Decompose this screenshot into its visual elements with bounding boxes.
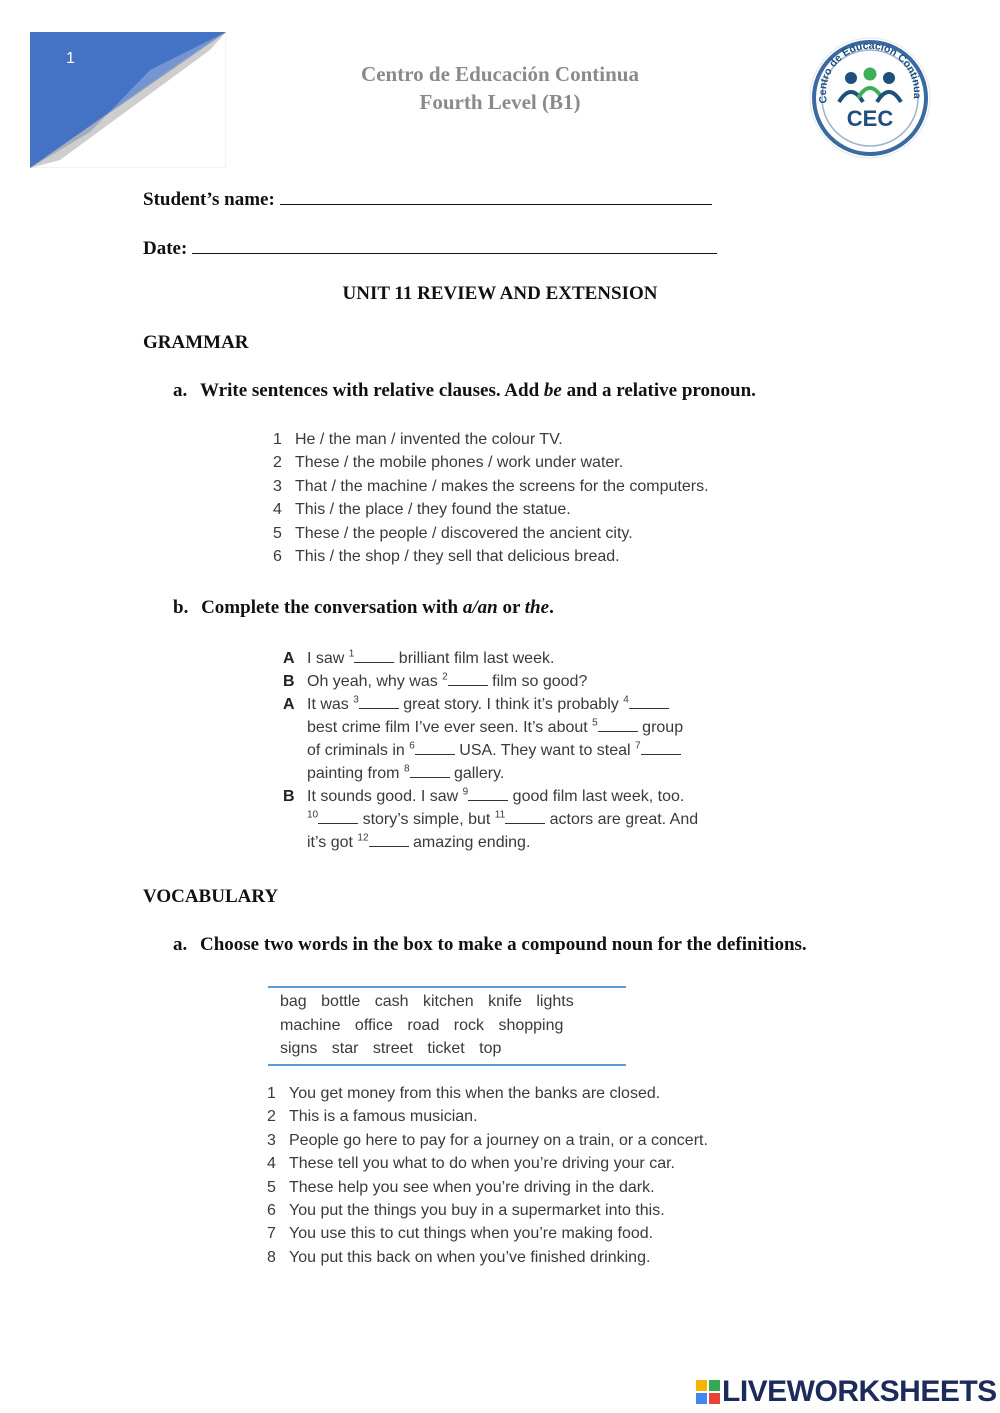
vocabulary-a-instruction xyxy=(173,934,807,956)
cec-logo xyxy=(808,36,932,160)
grammar-a-instruction xyxy=(173,380,756,402)
conversation xyxy=(283,647,743,854)
item-number: 4 xyxy=(273,501,282,519)
item-number: 5 xyxy=(273,524,282,542)
gap-number: 9 xyxy=(462,786,469,798)
institution-name: Centro de Educación Continua xyxy=(361,62,639,86)
list-item xyxy=(267,1176,708,1199)
instruction-text: Write sentences with relative clauses. Add xyxy=(200,380,544,401)
list-item xyxy=(267,1152,708,1175)
conversation-line xyxy=(283,762,743,785)
conversation-text: amazing ending. xyxy=(408,834,531,851)
list-item xyxy=(273,428,709,451)
instruction-text: Complete the conversation with xyxy=(201,597,463,618)
conversation-text: Oh yeah, why was xyxy=(307,673,443,690)
gap-number: 4 xyxy=(623,694,629,706)
conversation-text: group xyxy=(637,719,684,736)
gap-number: 2 xyxy=(442,671,448,683)
item-text: You put the things you buy in a supermarket into this. xyxy=(289,1202,665,1220)
liveworksheets-logo-icon xyxy=(696,1380,720,1404)
item-text: You use this to cut things when you’re making food. xyxy=(289,1225,654,1243)
conversation-text: gallery. xyxy=(449,765,505,782)
gap-7[interactable] xyxy=(641,740,681,755)
date-field[interactable] xyxy=(192,235,717,254)
gap-11[interactable] xyxy=(505,809,545,824)
item-text: That / the machine / makes the screens for the computers. xyxy=(295,477,709,495)
speaker-label: B xyxy=(283,788,295,805)
conversation-line xyxy=(283,785,743,808)
item-text: He / the man / invented the colour TV. xyxy=(295,431,563,448)
list-item xyxy=(273,545,709,568)
conversation-text: brilliant film last week. xyxy=(394,650,555,667)
list-item xyxy=(273,451,709,474)
vocabulary-a-list xyxy=(267,1082,708,1269)
conversation-line xyxy=(283,693,743,716)
document-header xyxy=(250,60,750,116)
item-number: 7 xyxy=(267,1225,276,1243)
conversation-text: film so good? xyxy=(487,673,588,690)
gap-number: 10 xyxy=(307,809,319,821)
list-item xyxy=(267,1082,708,1105)
gap-number: 7 xyxy=(635,740,641,752)
list-item xyxy=(267,1129,708,1152)
list-item xyxy=(273,475,709,498)
student-name-row xyxy=(143,186,712,211)
item-text: This / the shop / they sell that delicious bread. xyxy=(295,548,620,566)
item-number: 6 xyxy=(273,548,282,566)
gap-number: 3 xyxy=(353,694,359,706)
conversation-line xyxy=(283,808,743,831)
logo-ring-text: Centro de Educación Continua xyxy=(816,39,924,105)
list-item xyxy=(267,1246,708,1269)
instruction-text: and a relative pronoun. xyxy=(561,380,756,401)
exercise-letter: a. xyxy=(173,934,188,955)
item-text: You put this back on when you’ve finished drinking. xyxy=(289,1248,651,1266)
word-box xyxy=(268,986,626,1066)
gap-number: 5 xyxy=(592,717,598,729)
exercise-letter: b. xyxy=(173,597,189,618)
instruction-emphasis: the xyxy=(524,597,550,618)
item-text: You get money from this when the banks are closed. xyxy=(289,1085,661,1102)
brand-name: LIVEWORKSHEETS xyxy=(722,1375,997,1408)
exercise-letter: a. xyxy=(173,380,188,401)
gap-1[interactable] xyxy=(354,648,394,663)
item-number: 4 xyxy=(267,1155,276,1173)
gap-6[interactable] xyxy=(415,740,455,755)
item-number: 2 xyxy=(273,454,282,472)
vocabulary-heading: VOCABULARY xyxy=(143,886,279,907)
list-item xyxy=(267,1105,708,1128)
item-text: This is a famous musician. xyxy=(289,1108,478,1126)
gap-9[interactable] xyxy=(468,786,508,801)
item-number: 3 xyxy=(267,1131,276,1149)
gap-10[interactable] xyxy=(318,809,358,824)
conversation-line xyxy=(283,647,743,670)
grammar-heading: GRAMMAR xyxy=(143,332,249,353)
gap-3[interactable] xyxy=(359,694,399,709)
conversation-text: great story. I think it’s probably xyxy=(398,696,624,713)
conversation-line xyxy=(283,716,743,739)
instruction-text: . xyxy=(549,597,554,618)
instruction-emphasis: be xyxy=(543,380,562,401)
conversation-text: I saw xyxy=(307,650,349,667)
conversation-text: of criminals in xyxy=(307,742,410,759)
corner-decoration xyxy=(30,32,226,168)
instruction-text: or xyxy=(497,597,525,618)
item-text: These help you see when you’re driving in the dark. xyxy=(289,1178,655,1196)
conversation-text: it’s got xyxy=(307,834,358,851)
gap-4[interactable] xyxy=(629,694,669,709)
item-number: 5 xyxy=(267,1178,276,1196)
speaker-label: B xyxy=(283,673,295,690)
conversation-line xyxy=(283,670,743,693)
conversation-text: It sounds good. I saw xyxy=(307,788,463,805)
date-label: Date: xyxy=(143,238,188,259)
speaker-label: A xyxy=(283,650,295,667)
speaker-label: A xyxy=(283,696,295,713)
item-text: These / the people / discovered the ancient city. xyxy=(295,524,633,542)
list-item xyxy=(273,498,709,521)
conversation-text: It was xyxy=(307,696,354,713)
gap-number: 6 xyxy=(409,740,415,752)
item-number: 8 xyxy=(267,1248,276,1266)
gap-number: 11 xyxy=(494,809,506,821)
list-item xyxy=(267,1222,708,1245)
word-box-row: machine office road rock shopping xyxy=(280,1016,564,1034)
list-item xyxy=(267,1199,708,1222)
item-text: This / the place / they found the statue. xyxy=(295,501,571,519)
word-box-row: bag bottle cash kitchen knife lights xyxy=(280,993,574,1010)
grammar-b-instruction xyxy=(173,597,554,619)
gap-12[interactable] xyxy=(369,832,409,847)
student-name-field[interactable] xyxy=(280,186,712,205)
gap-5[interactable] xyxy=(598,717,638,732)
conversation-text: good film last week, too. xyxy=(508,788,685,805)
course-level: Fourth Level (B1) xyxy=(419,90,581,114)
gap-number: 12 xyxy=(357,832,369,844)
item-number: 6 xyxy=(267,1202,276,1220)
gap-2[interactable] xyxy=(448,671,488,686)
conversation-text: story’s simple, but xyxy=(358,811,495,828)
grammar-a-list xyxy=(273,428,709,568)
item-text: These tell you what to do when you’re driving your car. xyxy=(289,1155,675,1173)
word-box-row: signs star street ticket top xyxy=(280,1040,502,1058)
conversation-text: best crime film I’ve ever seen. It’s about xyxy=(307,719,593,736)
item-number: 1 xyxy=(267,1085,276,1102)
item-number: 2 xyxy=(267,1108,276,1126)
instruction-text: Choose two words in the box to make a compound noun for the definitions. xyxy=(200,934,807,955)
page-number: 1 xyxy=(66,50,75,67)
instruction-emphasis: a/an xyxy=(462,597,498,618)
list-item xyxy=(273,522,709,545)
item-text: These / the mobile phones / work under water. xyxy=(295,454,624,472)
gap-8[interactable] xyxy=(410,763,450,778)
conversation-text: painting from xyxy=(307,765,404,782)
liveworksheets-brand xyxy=(696,1375,997,1409)
conversation-line xyxy=(283,831,743,854)
item-text: People go here to pay for a journey on a train, or a concert. xyxy=(289,1131,708,1149)
conversation-text: actors are great. And xyxy=(545,811,699,828)
date-row xyxy=(143,235,717,260)
logo-abbreviation: CEC xyxy=(846,106,894,131)
item-number: 1 xyxy=(273,431,282,448)
unit-title: UNIT 11 REVIEW AND EXTENSION xyxy=(342,283,658,304)
item-number: 3 xyxy=(273,477,282,495)
conversation-text: USA. They want to steal xyxy=(454,742,636,759)
gap-number: 1 xyxy=(348,648,355,660)
gap-number: 8 xyxy=(403,763,410,775)
student-name-label: Student’s name: xyxy=(143,189,275,210)
conversation-line xyxy=(283,739,743,762)
